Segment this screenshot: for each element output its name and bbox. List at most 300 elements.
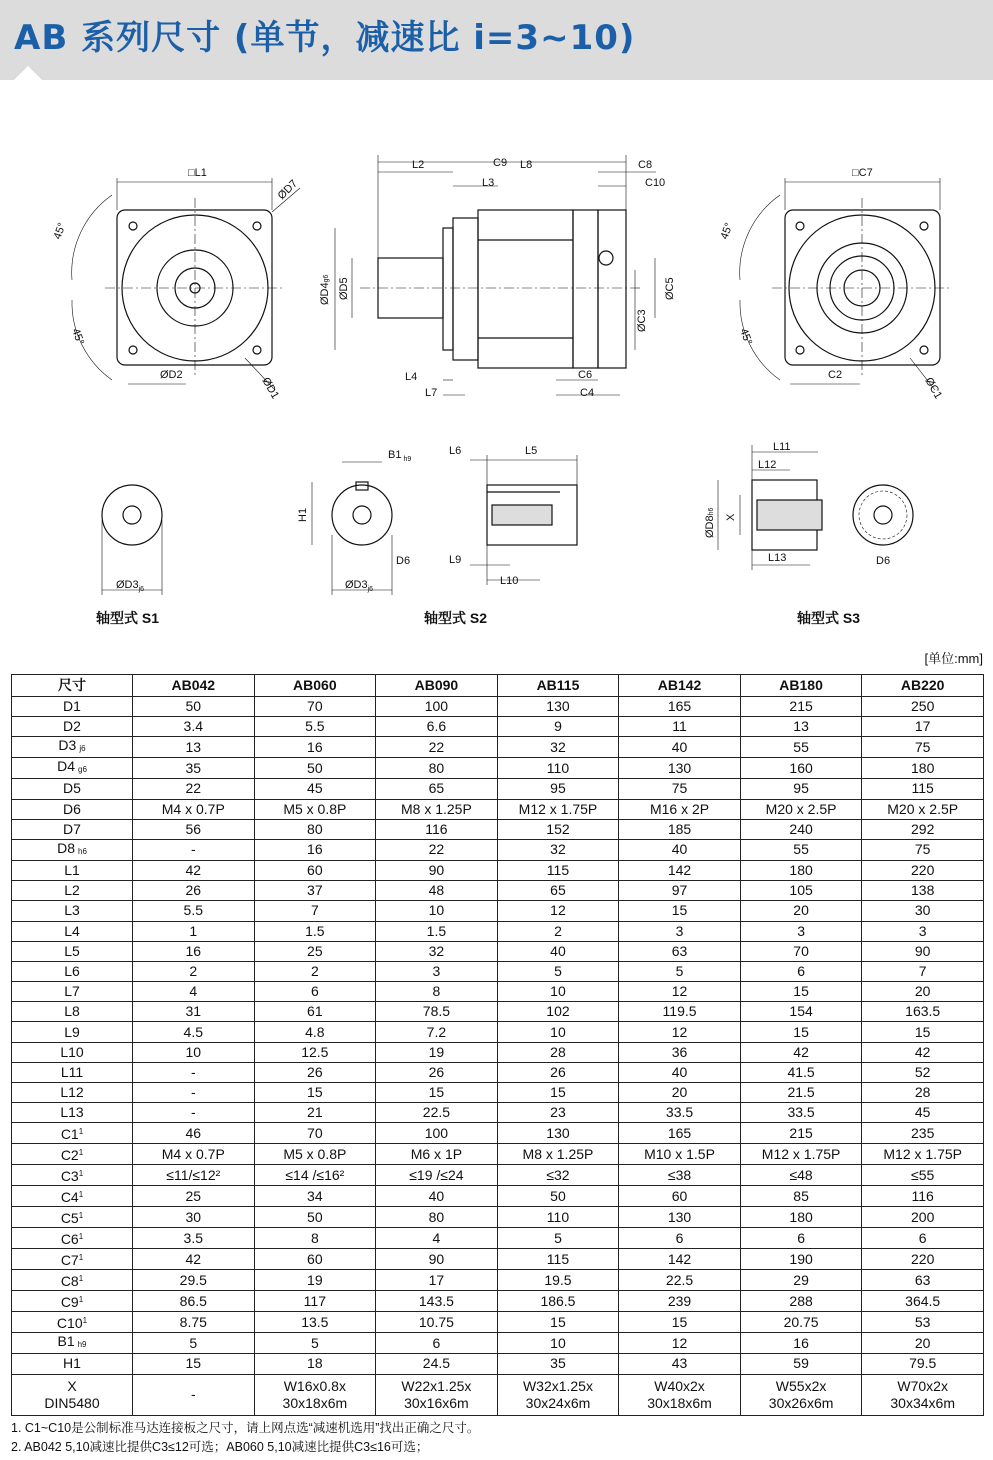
table-cell: 10	[133, 1042, 255, 1062]
dim-label-c10: C10	[645, 177, 666, 189]
table-cell: 36	[619, 1042, 741, 1062]
table-cell: 10.75	[376, 1312, 498, 1333]
table-row	[12, 860, 984, 880]
table-cell: 25	[133, 1186, 255, 1207]
row-label-text: L2	[64, 882, 80, 899]
dim-label-l13: L13	[768, 552, 787, 564]
table-row	[12, 717, 984, 737]
table-row	[12, 941, 984, 961]
table-cell: 21.5	[740, 1083, 862, 1103]
dim-label-l10: L10	[500, 575, 519, 587]
table-cell: 20	[740, 901, 862, 921]
table-cell: 3	[376, 961, 498, 981]
row-label-footnote-mark: 1	[78, 1127, 84, 1137]
table-cell: 10	[497, 1022, 619, 1042]
table-cell: 10	[376, 901, 498, 921]
table-row	[12, 1207, 984, 1228]
table-cell: 3.5	[133, 1228, 255, 1249]
table-cell: 5	[619, 961, 741, 981]
table-row	[12, 819, 984, 839]
table-cell: 90	[376, 1249, 498, 1270]
row-label	[12, 1103, 133, 1123]
table-row	[12, 1270, 984, 1291]
table-cell	[497, 1374, 619, 1415]
row-label	[12, 1123, 133, 1144]
table-cell	[862, 1374, 984, 1415]
row-label-text: L10	[60, 1043, 84, 1060]
table-cell: 11	[619, 717, 741, 737]
row-label-text: C1	[60, 1126, 79, 1143]
row-label-text: C9	[60, 1294, 79, 1311]
table-cell: 15	[619, 901, 741, 921]
dim-label-l5: L5	[525, 445, 538, 457]
cell-line1: -	[190, 1386, 196, 1403]
page-title: AB 系列尺寸 (单节，减速比 i=3~10)	[14, 18, 636, 58]
cell-line1: W70x2x	[897, 1377, 948, 1394]
row-label-text: D4	[57, 758, 75, 775]
table-cell: ≤11/≤12²	[133, 1165, 255, 1186]
row-label-text: L5	[64, 942, 80, 959]
side-view	[335, 155, 656, 395]
table-cell: 364.5	[862, 1291, 984, 1312]
table-cell: 97	[619, 881, 741, 901]
table-cell: M16 x 2P	[619, 799, 741, 819]
table-cell: 1.5	[376, 921, 498, 941]
table-cell	[133, 1374, 255, 1415]
dim-label-l7: L7	[425, 387, 438, 399]
table-cell: M12 x 1.75P	[497, 799, 619, 819]
row-label	[12, 881, 133, 901]
row-label	[12, 737, 133, 758]
table-cell: 65	[497, 881, 619, 901]
table-cell: 116	[376, 819, 498, 839]
table-cell	[619, 1374, 741, 1415]
table-cell: 5.5	[254, 717, 376, 737]
row-label-text: L8	[64, 1003, 80, 1020]
row-label	[12, 819, 133, 839]
row-label-text: C10	[56, 1315, 83, 1332]
table-cell: 22	[376, 737, 498, 758]
table-cell: 130	[619, 1207, 741, 1228]
table-cell: 6.6	[376, 717, 498, 737]
table-cell: 220	[862, 1249, 984, 1270]
table-row	[12, 881, 984, 901]
table-cell: 115	[497, 860, 619, 880]
dim-label-right-angle-2: 45°	[737, 326, 755, 347]
table-cell: 215	[740, 697, 862, 717]
table-cell: 32	[497, 839, 619, 860]
row-label-tolerance: h6	[78, 846, 87, 856]
table-cell: 45	[862, 1103, 984, 1123]
row-label	[12, 961, 133, 981]
row-label-text: H1	[63, 1355, 81, 1372]
row-label	[12, 1002, 133, 1022]
cell-line2: 30x18x6m	[282, 1394, 348, 1411]
table-row	[12, 839, 984, 860]
table-cell: 239	[619, 1291, 741, 1312]
row-label-text: L11	[60, 1063, 84, 1080]
row-label-text: D2	[63, 718, 81, 735]
cell-line2: 30x18x6m	[647, 1394, 712, 1411]
shaft-s3-end-view	[853, 485, 913, 545]
table-cell: 40	[497, 941, 619, 961]
table-cell: 55	[740, 737, 862, 758]
table-cell: 40	[619, 1062, 741, 1082]
dim-label-d5: ØD5	[338, 277, 350, 300]
row-label-text: L3	[64, 902, 80, 919]
table-cell: -	[133, 1083, 255, 1103]
row-label-text: D7	[63, 820, 81, 837]
table-cell: 6	[619, 1228, 741, 1249]
table-cell: 79.5	[862, 1354, 984, 1374]
table-cell: 119.5	[619, 1002, 741, 1022]
table-cell: 16	[133, 941, 255, 961]
row-label-text: L6	[64, 962, 80, 979]
table-cell: 53	[862, 1312, 984, 1333]
table-row	[12, 1186, 984, 1207]
header-ab220: AB220	[862, 675, 984, 697]
shaft-s2-end-view	[312, 462, 392, 595]
table-cell: 152	[497, 819, 619, 839]
table-cell	[740, 1374, 862, 1415]
table-cell: 117	[254, 1291, 376, 1312]
table-cell: 55	[740, 839, 862, 860]
table-cell: 50	[254, 1207, 376, 1228]
table-cell: 13	[133, 737, 255, 758]
row-label-footnote-mark: 1	[78, 1211, 84, 1221]
dim-label-h1: H1	[297, 507, 309, 522]
table-row	[12, 961, 984, 981]
row-label	[12, 839, 133, 860]
table-cell: M4 x 0.7P	[133, 799, 255, 819]
table-cell: 4.5	[133, 1022, 255, 1042]
row-label-footnote-mark: 1	[78, 1232, 84, 1242]
dim-label-d2: ØD2	[160, 369, 183, 381]
header-ab180: AB180	[740, 675, 862, 697]
table-cell: 13	[740, 717, 862, 737]
row-label-text: L1	[64, 862, 80, 879]
table-cell: ≤38	[619, 1165, 741, 1186]
table-cell: 143.5	[376, 1291, 498, 1312]
row-label	[12, 1165, 133, 1186]
table-row	[12, 1165, 984, 1186]
table-cell: 6	[740, 961, 862, 981]
dim-label-b1: B1 $_{h9}$	[388, 449, 412, 463]
table-cell: 15	[376, 1083, 498, 1103]
unit-note: [单位:mm]	[924, 651, 983, 666]
table-row	[12, 1022, 984, 1042]
row-label-line1: X	[67, 1377, 77, 1394]
row-label-footnote-mark: 1	[78, 1190, 84, 1200]
table-row	[12, 1103, 984, 1123]
table-cell: 45	[254, 779, 376, 799]
table-cell: 130	[619, 758, 741, 779]
row-label	[12, 697, 133, 717]
row-label	[12, 1042, 133, 1062]
row-label-text: D3	[58, 737, 77, 754]
table-cell: 40	[619, 839, 741, 860]
table-row	[12, 758, 984, 779]
table-cell: 50	[254, 758, 376, 779]
row-label-text: L7	[64, 983, 80, 1000]
dim-label-l6: L6	[449, 445, 462, 457]
dim-label-s2-d6: D6	[396, 555, 411, 567]
table-cell: 5	[497, 1228, 619, 1249]
row-label	[12, 941, 133, 961]
caption-s3: 轴型式 S3	[797, 610, 861, 626]
table-cell: 154	[740, 1002, 862, 1022]
table-cell: 288	[740, 1291, 862, 1312]
row-label-text: C6	[60, 1231, 79, 1248]
table-cell: 2	[497, 921, 619, 941]
table-cell: 5.5	[133, 901, 255, 921]
cell-line1: W16x0.8x	[283, 1377, 346, 1394]
table-cell: 142	[619, 860, 741, 880]
table-cell: 63	[619, 941, 741, 961]
table-cell: 56	[133, 819, 255, 839]
row-label-footnote-mark: 1	[78, 1169, 84, 1179]
row-label	[12, 1249, 133, 1270]
table-cell: -	[133, 1103, 255, 1123]
table-cell: 9	[497, 717, 619, 737]
table-cell: 190	[740, 1249, 862, 1270]
header-ab115: AB115	[497, 675, 619, 697]
row-label-text: L13	[60, 1104, 84, 1121]
table-cell: 90	[862, 941, 984, 961]
dim-label-l2: L2	[412, 159, 425, 171]
table-cell: 6	[862, 1228, 984, 1249]
table-cell: M12 x 1.75P	[740, 1144, 862, 1165]
table-cell: 115	[862, 779, 984, 799]
table-cell: 43	[619, 1354, 741, 1374]
table-cell: ≤48	[740, 1165, 862, 1186]
dim-label-d4: ØD4g6	[319, 274, 331, 305]
table-cell: 33.5	[740, 1103, 862, 1123]
table-cell: 3	[862, 921, 984, 941]
row-label-footnote-mark: 1	[78, 1253, 84, 1263]
row-label	[12, 1374, 133, 1415]
table-cell: 8	[254, 1228, 376, 1249]
dim-label-c9: C9	[493, 157, 508, 169]
table-cell: M20 x 2.5P	[740, 799, 862, 819]
dim-label-d7: ØD7	[275, 177, 301, 203]
caption-s2: 轴型式 S2	[424, 610, 488, 626]
table-row	[12, 1123, 984, 1144]
table-row	[12, 901, 984, 921]
table-row	[12, 1354, 984, 1374]
row-label-text: D8	[57, 839, 75, 856]
row-label-footnote-mark: 1	[78, 1148, 84, 1158]
table-cell: 8.75	[133, 1312, 255, 1333]
table-cell: 40	[376, 1186, 498, 1207]
row-label-text: C7	[60, 1252, 79, 1269]
table-row	[12, 1249, 984, 1270]
dim-label-c6: C6	[578, 369, 593, 381]
table-cell: 35	[497, 1354, 619, 1374]
table-cell: 115	[497, 1249, 619, 1270]
table-cell: 292	[862, 819, 984, 839]
table-cell: 186.5	[497, 1291, 619, 1312]
row-label-tolerance: j6	[79, 744, 86, 754]
table-cell: 95	[497, 779, 619, 799]
table-row	[12, 1042, 984, 1062]
table-cell: 80	[254, 819, 376, 839]
cell-line2: 30x16x6m	[404, 1394, 469, 1411]
row-label-text: C4	[60, 1189, 79, 1206]
dim-label-l1: □L1	[188, 167, 207, 179]
table-cell: 15	[497, 1083, 619, 1103]
table-cell: -	[133, 1062, 255, 1082]
row-label-text: B1	[57, 1333, 75, 1350]
table-cell: 33.5	[619, 1103, 741, 1123]
shaft-s2-side-view	[470, 455, 577, 585]
table-row	[12, 779, 984, 799]
table-cell: 200	[862, 1207, 984, 1228]
table-cell: 13.5	[254, 1312, 376, 1333]
table-cell: 32	[376, 941, 498, 961]
row-label-text: C3	[60, 1168, 79, 1185]
table-body	[12, 697, 984, 1416]
table-cell: 28	[497, 1042, 619, 1062]
table-cell: 86.5	[133, 1291, 255, 1312]
dim-label-s3-d6: D6	[876, 555, 891, 567]
table-row	[12, 1291, 984, 1312]
table-cell: 17	[376, 1270, 498, 1291]
table-cell: 30	[862, 901, 984, 921]
table-cell: 7	[254, 901, 376, 921]
table-cell: 21	[254, 1103, 376, 1123]
table-row	[12, 1083, 984, 1103]
dim-label-d8: ØD8h6	[704, 507, 716, 538]
table-cell: 85	[740, 1186, 862, 1207]
row-label-text: D5	[63, 780, 81, 797]
table-cell: 100	[376, 697, 498, 717]
table-cell: 70	[254, 697, 376, 717]
table-cell: 180	[740, 1207, 862, 1228]
table-cell: M6 x 1P	[376, 1144, 498, 1165]
row-label	[12, 1333, 133, 1354]
table-cell: 6	[376, 1333, 498, 1354]
row-label	[12, 758, 133, 779]
table-cell: 20	[862, 982, 984, 1002]
table-cell: 26	[497, 1062, 619, 1082]
table-cell: 19.5	[497, 1270, 619, 1291]
table-cell: 130	[497, 1123, 619, 1144]
dim-label-l3: L3	[482, 177, 495, 189]
dimension-table	[11, 674, 984, 1416]
table-cell: 26	[254, 1062, 376, 1082]
cell-line1: W55x2x	[775, 1377, 827, 1394]
table-cell: 61	[254, 1002, 376, 1022]
table-cell: 7	[862, 961, 984, 981]
table-cell: 20.75	[740, 1312, 862, 1333]
row-label-tolerance: h9	[77, 1340, 87, 1350]
dim-label-x: X	[725, 513, 737, 521]
table-cell: 10	[497, 1333, 619, 1354]
table-cell: 17	[862, 717, 984, 737]
table-cell: 100	[376, 1123, 498, 1144]
table-cell: 3	[740, 921, 862, 941]
footnote-2: 2. AB042 5,10减速比提供C3≤12可选；AB060 5,10减速比提供C3≤16可选；	[11, 1440, 429, 1454]
row-label-tolerance: g6	[78, 765, 87, 775]
table-row	[12, 1228, 984, 1249]
table-cell: 90	[376, 860, 498, 880]
header-ab142: AB142	[619, 675, 741, 697]
table-cell: 116	[862, 1186, 984, 1207]
table-cell: 75	[862, 737, 984, 758]
table-cell: 16	[740, 1333, 862, 1354]
table-cell: 22	[133, 779, 255, 799]
table-cell: 22.5	[619, 1270, 741, 1291]
table-cell: 2	[133, 961, 255, 981]
row-label	[12, 799, 133, 819]
table-cell: 4	[133, 982, 255, 1002]
header-ab090: AB090	[376, 675, 498, 697]
table-cell: M8 x 1.25P	[376, 799, 498, 819]
row-label-footnote-mark: 1	[78, 1295, 84, 1305]
table-cell: 95	[740, 779, 862, 799]
table-cell: 29.5	[133, 1270, 255, 1291]
table-cell: ≤14 /≤16²	[254, 1165, 376, 1186]
table-cell: 3	[619, 921, 741, 941]
table-cell: 102	[497, 1002, 619, 1022]
row-label	[12, 982, 133, 1002]
table-cell: 18	[254, 1354, 376, 1374]
table-cell: 80	[376, 758, 498, 779]
table-cell: 31	[133, 1002, 255, 1022]
dim-label-angle-1: 45°	[51, 221, 69, 242]
row-label-text: C8	[60, 1273, 79, 1290]
row-label	[12, 1312, 133, 1333]
cell-line1: W40x2x	[654, 1377, 705, 1394]
table-cell: ≤19 /≤24	[376, 1165, 498, 1186]
table-cell: 5	[497, 961, 619, 981]
table-cell: 52	[862, 1062, 984, 1082]
table-header-row	[12, 675, 984, 697]
table-cell: 240	[740, 819, 862, 839]
header-ab060: AB060	[254, 675, 376, 697]
table-cell: 19	[376, 1042, 498, 1062]
table-cell: 22	[376, 839, 498, 860]
row-label	[12, 1186, 133, 1207]
dim-label-c1: ØC1	[922, 375, 945, 402]
row-label	[12, 1207, 133, 1228]
header-dimension: 尺寸	[12, 675, 133, 697]
table-cell: 15	[740, 1022, 862, 1042]
row-label-footnote-mark: 1	[78, 1274, 84, 1284]
table-cell: 10	[497, 982, 619, 1002]
table-row	[12, 737, 984, 758]
table-cell: 48	[376, 881, 498, 901]
table-cell: 110	[497, 758, 619, 779]
table-cell: 15	[254, 1083, 376, 1103]
table-cell: 63	[862, 1270, 984, 1291]
dim-label-c2: C2	[828, 369, 843, 381]
table-cell: 60	[254, 1249, 376, 1270]
table-cell: M10 x 1.5P	[619, 1144, 741, 1165]
table-cell: 138	[862, 881, 984, 901]
row-label-text: D1	[63, 698, 81, 715]
table-cell: M5 x 0.8P	[254, 799, 376, 819]
table-cell: 30	[133, 1207, 255, 1228]
table-cell: 42	[862, 1042, 984, 1062]
table-row	[12, 1062, 984, 1082]
row-label	[12, 1354, 133, 1374]
row-label	[12, 1291, 133, 1312]
table-cell: 2	[254, 961, 376, 981]
footnote-1: 1. C1~C10是公制标准马达连接板之尺寸，请上网点选“减速机选用”找出正确之尺寸。	[11, 1421, 480, 1435]
table-cell: -	[133, 839, 255, 860]
